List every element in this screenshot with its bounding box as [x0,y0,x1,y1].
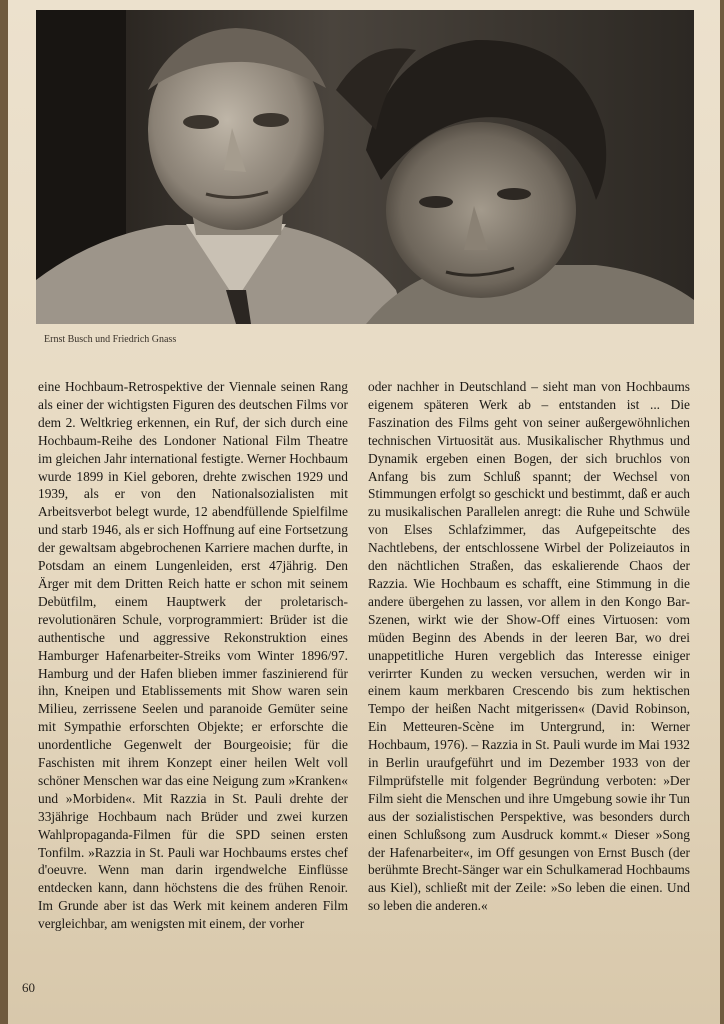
paragraph-left: eine Hochbaum-Retrospektive der Viennale seinen Rang als einer der wichtigsten Figuren des deutschen Films vor dem 2. Weltkrieg erkennen, ein Ruf, der sich durch eine Hochbaum-Reihe des Londoner National Film Theatre im gleichen Jahr international festigte. Werner Hochbaum wurde 1899 in Kiel geboren, drehte zwischen 1929 und 1939, als er von den Nationalsozialisten mit Arbeitsverbot belegt wurde, 12 abendfüllende Spielfilme und starb 1946, als er sich Hoffnung auf eine Fortsetzung der gewaltsam abgebrochenen Karriere machen durfte, in Potsdam an einem Lungenleiden, erst 47jährig. Den Ärger mit dem Dritten Reich hatte er schon mit seinem Debütfilm, einem Hauptwerk der proletarisch-revolutionären Schule, vorprogrammiert: Brüder ist die authentische und aggressive Rekonstruktion eines Hamburger Hafenarbeiter-Streiks vom Winter 1896/97. Hamburg und der Hafen blieben immer faszinierend für ihn, Kneipen und Etablissements mit Show waren sein Milieu, zerrissene Seelen und paranoide Gemüter seine mit Sympathie erforschten Objekte; er erforschte die unordentliche Gegenwelt der Bourgeoisie; für die Faschisten mit ihrem Konzept einer heilen Welt voll schöner Menschen war das eine Neigung zum »Kranken« und »Morbiden«. Mit Razzia in St. Pauli drehte der 33jährige Hochbaum nach Brüder und zwei kurzen Wahlpropaganda-Filmen für die SPD seinen ersten Tonfilm. »Razzia in St. Pauli war Hochbaums erstes chef d'oeuvre. Wenn man darin irgendwelche Einflüsse entdecken kann, dann höchstens die des frühen Renoir. Im Grunde aber ist das Werk mit keinem anderen Film vergleichbar, am wenigsten mit einem, der vorher [38,379,348,932]
photo-illustration [36,10,694,324]
paragraph-right: oder nachher in Deutschland – sieht man von Hochbaums eigenem späteren Werk ab – entstanden ist ... Die Faszination des Films geht von seiner außergewöhnlichen technischen Virtuosität aus. Musikalischer Rhythmus und Dynamik ergeben einen Bogen, der sich bruchlos von Anfang bis zum Schluß spannt; der Wechsel von Stimmungen erfolgt so geschickt und bestimmt, daß er auch zu musikalischen Parallelen anregt: die Ruhe und Schwüle von Elses Schlafzimmer, das Aufgepeitschte des Nachtlebens, der entschlossene Wirbel der Polizeiautos in den nächtlichen Straßen, das eskalierende Chaos der Razzia. Wie Hochbaum es schafft, eine Stimmung in die andere übergehen zu lassen, vor allem in den Kongo Bar-Szenen, wirkt wie der Show-Off eines Virtuosen: vom müden Beginn des Abends in der leeren Bar, wo drei unappetitliche Huren vergeblich das Interesse einiger verirrter Kunden zu wecken versuchen, werden wir in einem kaum merkbaren Crescendo bis zum hektischen Tempo der heißen Nacht mitgerissen« (David Robinson, Ein Metteuren-Scène im Untergrund, in: Werner Hochbaum, 1976). – Razzia in St. Pauli wurde im Mai 1932 in Berlin uraufgeführt und im Dezember 1933 von der Filmprüfstelle mit folgender Begründung verboten: »Der Film sieht die Menschen und ihre Umgebung sowie ihr Tun aus der sozialistischen Perspektive, was besonders durch einen Schlußsong zum Ausdruck kommt.« Dieser »Song der Hafenarbeiter«, im Off gesungen von Ernst Busch (der berühmte Brecht-Sänger war ein Schulkamerad Hochbaums aus Kiel), schließt mit der Zeile: »So leben die einen. Und so leben die anderen.« [368,379,690,914]
text-column-left [38,378,348,933]
portrait-photo [36,10,694,324]
page-number: 60 [22,980,35,995]
book-page [8,0,720,1024]
photo-caption: Ernst Busch und Friedrich Gnass [44,334,177,345]
text-column-right [368,378,690,915]
